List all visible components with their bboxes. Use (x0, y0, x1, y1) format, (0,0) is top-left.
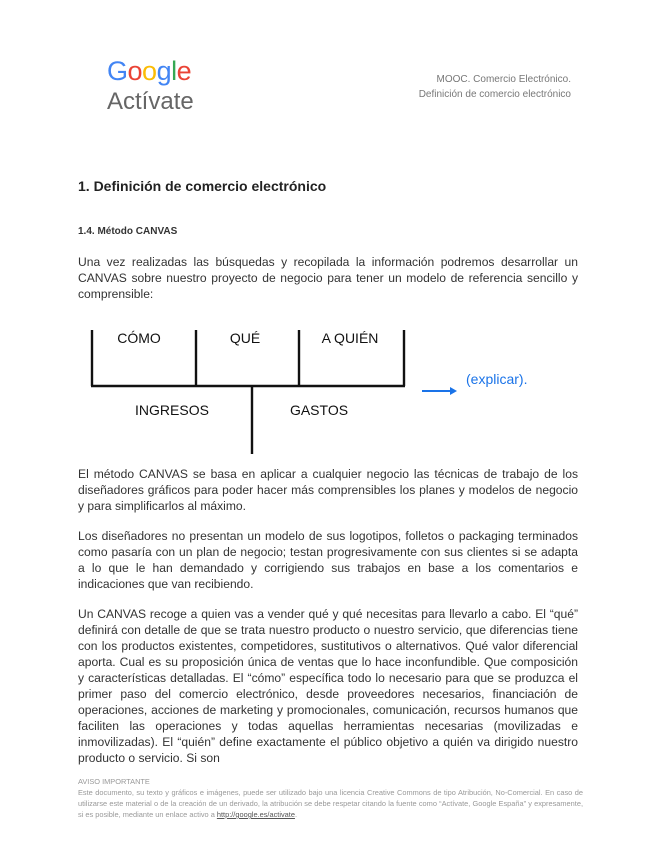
paragraph-canvas-method: El método CANVAS se basa en aplicar a cualquier negocio las técnicas de trabajo de los diseñadores gráficos para poder hacer más comprensibles los planes y modelos de negocio y para simplificarlos al máximo. (78, 467, 578, 513)
arrow-head-icon (450, 387, 457, 395)
course-line-2: Definición de comercio electrónico (418, 89, 571, 100)
footer-title: AVISO IMPORTANTE (78, 777, 150, 786)
paragraph-intro: Una vez realizadas las búsquedas y recopilada la información podremos desarrollar un CANVAS sobre nuestro proyecto de negocio para tener un modelo de referencia sencillo y comprensible: (78, 255, 578, 301)
label-que: QUÉ (229, 330, 261, 346)
footer-notice (78, 776, 583, 820)
course-header (419, 72, 571, 102)
google-activate-logo (107, 56, 194, 116)
activate-wordmark: Actívate (107, 88, 194, 115)
label-a-quien: A QUIÉN (321, 330, 379, 346)
explicar-note: (explicar). (466, 371, 528, 387)
paragraph-designers: Los diseñadores no presentan un modelo de sus logotipos, folletos o packaging terminados como pasaría con un plan de negocio; testan progresivamente con sus clientes si se adapta a lo que le han demandado y corrigiendo sus trabajos en base a los comentarios e indicaciones que van recibiendo. (78, 529, 578, 591)
subsection-title: 1.4. Método CANVAS (78, 226, 178, 237)
label-como: CÓMO (117, 330, 161, 346)
paragraph-canvas-details: Un CANVAS recoge a quien vas a vender qué y qué necesitas para llevarlo a cabo. El “qué” definirá con detalle de que se trata nuestro producto o nuestro servicio, que diferencias tiene con los productos existentes, competidores, sustitutivos o alternativos. Qué valor diferencial aporta. Cual es su proposición única de ventas que lo hace inconfundible. Que composición y características detalladas. El “cómo” específica todo lo necesario para que se produzca el primer paso del comercio electrónico, desde proveedores necesarios, financiación de operaciones, acciones de marketing y promocionales, comunicación, recursos humanos que faciliten las operaciones y todas aquellas herramientas necesarias (movilizadas e inmovilizadas). El “quién” define exactamente el público objetivo a quién va dirigido nuestro producto o servicio. Si son (78, 607, 578, 765)
footer-text: Este documento, su texto y gráficos e imágenes, puede ser utilizado bajo una licencia Creative Commons de tipo Atribución, No-Comercial. En caso de utilizarse este material o de la creación de un derivado, la atribución se debe respetar citando la fuente como “Actívate, Google España” y expresamente, si es posible, mediante un enlace activo a (78, 788, 583, 819)
canvas-diagram (0, 318, 655, 458)
label-gastos: GASTOS (289, 402, 349, 418)
course-line-1: MOOC. Comercio Electrónico. (436, 74, 571, 85)
section-title: 1. Definición de comercio electrónico (78, 178, 327, 194)
footer-link[interactable]: http://google.es/activate (216, 810, 295, 819)
footer-end: . (294, 810, 298, 819)
label-ingresos: INGRESOS (135, 402, 209, 418)
google-wordmark: Google (107, 56, 192, 86)
